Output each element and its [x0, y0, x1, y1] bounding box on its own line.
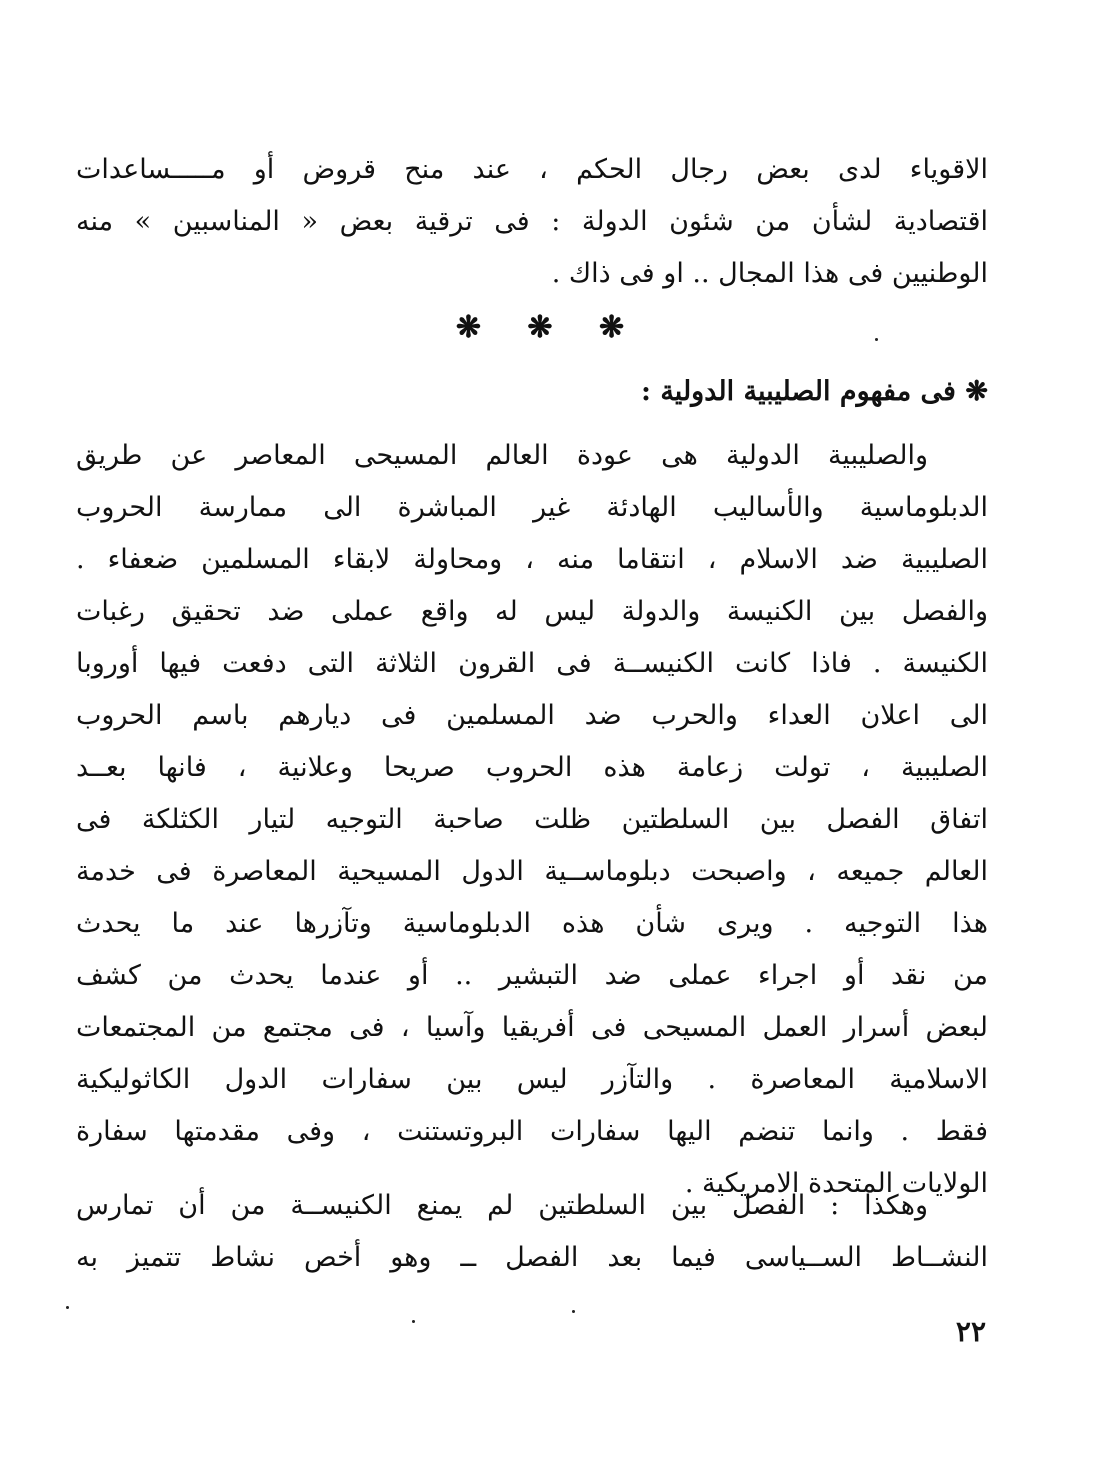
closing-paragraph	[76, 1180, 988, 1284]
section-separator: ❋ ❋ ❋	[455, 310, 643, 345]
text-line: النشــاط الســياسى فيما بعد الفصل ــ وهو أخص نشاط تتميز به	[76, 1242, 988, 1273]
text-line: الولايات المتحدة الامريكية .	[684, 1168, 988, 1199]
top-paragraph	[76, 144, 988, 300]
text-line: الوطنيين فى هذا المجال .. او فى ذاك .	[551, 258, 988, 289]
scan-speck	[572, 1310, 575, 1313]
text-line: الاقوياء لدى بعض رجال الحكم ، عند منح قروض أو مـــــساعدات	[76, 154, 988, 185]
text-line: الكنيسة . فاذا كانت الكنيســة فى القرون الثلاثة التى دفعت فيها أوروبا	[76, 648, 988, 679]
text-line: العالم جميعه ، واصبحت دبلوماســية الدول المسيحية المعاصرة فى خدمة	[76, 856, 988, 887]
text-line: لبعض أسرار العمل المسيحى فى أفريقيا وآسيا ، فى مجتمع من المجتمعات	[76, 1012, 988, 1043]
text-line: الدبلوماسية والأساليب الهادئة غير المباشرة الى ممارسة الحروب	[76, 492, 988, 523]
text-line: الى اعلان العداء والحرب ضد المسلمين فى ديارهم باسم الحروب	[76, 700, 988, 731]
text-line: الاسلامية المعاصرة . والتآزر ليس بين سفارات الدول الكاثوليكية	[76, 1064, 988, 1095]
section-heading: ❋ فى مفهوم الصليبية الدولية :	[640, 376, 988, 407]
scan-speck	[412, 1320, 415, 1323]
text-line: من نقد أو اجراء عملى ضد التبشير .. أو عندما يحدث من كشف	[76, 960, 988, 991]
text-line: والفصل بين الكنيسة والدولة ليس له واقع عملى ضد تحقيق رغبات	[76, 596, 988, 627]
text-line: اقتصادية لشأن من شئون الدولة : فى ترقية بعض « المناسبين » منه	[76, 206, 988, 237]
text-line: هذا التوجيه . ويرى شأن هذه الدبلوماسية وتآزرها عند ما يحدث	[76, 908, 988, 939]
text-line: الصليبية ، تولت زعامة هذه الحروب صريحا وعلانية ، فانها بعــد	[76, 752, 988, 783]
text-line: اتفاق الفصل بين السلطتين ظلت صاحبة التوجيه لتيار الكثلكة فى	[76, 804, 988, 835]
text-line: الصليبية ضد الاسلام ، انتقاما منه ، ومحاولة لابقاء المسلمين ضعفاء .	[76, 544, 988, 575]
text-line: والصليبية الدولية هى عودة العالم المسيحى المعاصر عن طريق	[76, 440, 928, 471]
text-line: وهكذا : الفصل بين السلطتين لم يمنع الكنيســة من أن تمارس	[76, 1190, 928, 1221]
page-number: ٢٢	[955, 1315, 986, 1348]
text-line: فقط . وانما تنضم اليها سفارات البروتستنت ، وفى مقدمتها سفارة	[76, 1116, 988, 1147]
scan-speck	[66, 1306, 69, 1309]
scan-speck	[875, 338, 878, 341]
main-paragraph	[76, 430, 988, 1210]
